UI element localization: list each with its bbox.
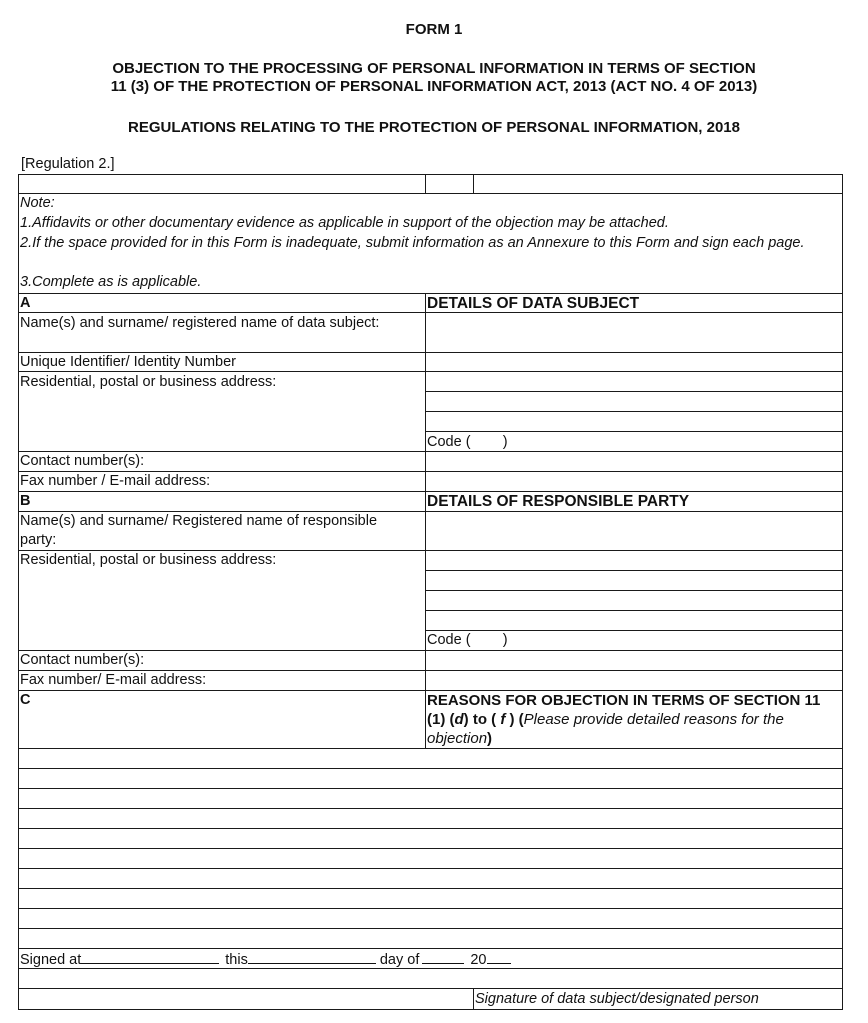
- section-c-heading-part-1: REASONS FOR OBJECTION IN TERMS OF SECTION 11 (1) (: [427, 692, 821, 728]
- year-prefix: 20: [470, 952, 487, 968]
- section-a-letter: A: [20, 295, 31, 311]
- form-title-line-2: 11 (3) OF THE PROTECTION OF PERSONAL INFORMATION ACT, 2013 (ACT NO. 4 OF 2013): [110, 78, 758, 95]
- form-number: FORM 1: [405, 21, 463, 38]
- responsible-party-code-label: Code ( ): [427, 632, 508, 648]
- form-title-line-1: OBJECTION TO THE PROCESSING OF PERSONAL INFORMATION IN TERMS OF SECTION: [112, 60, 756, 77]
- year-blank: [487, 949, 511, 964]
- signature-caption: Signature of data subject/designated person: [475, 991, 759, 1007]
- responsible-party-name-label: Name(s) and surname/ Registered name of responsible party:: [20, 513, 378, 548]
- note-label: Note:: [20, 195, 55, 211]
- section-a-heading: DETAILS OF DATA SUBJECT: [427, 295, 640, 312]
- this-label: this: [225, 952, 248, 968]
- responsible-party-fax-label: Fax number/ E-mail address:: [20, 672, 207, 688]
- section-c-heading-f: f: [500, 711, 506, 728]
- section-c-letter: C: [20, 692, 31, 708]
- note-item-1: 1.Affidavits or other documentary evidence as applicable in support of the objection may be attached.: [20, 215, 669, 231]
- data-subject-fax-label: Fax number / E-mail address:: [20, 473, 211, 489]
- data-subject-contact-label: Contact number(s):: [20, 453, 145, 469]
- section-c-heading-part-2: ) to (: [463, 711, 501, 728]
- responsible-party-contact-label: Contact number(s):: [20, 652, 145, 668]
- data-subject-name-label: Name(s) and surname/ registered name of data subject:: [20, 315, 380, 331]
- signed-at-label: Signed at: [20, 952, 82, 968]
- data-subject-address-label: Residential, postal or business address:: [20, 374, 277, 390]
- section-c-heading: [427, 691, 839, 748]
- day-of-label: day of: [379, 952, 420, 968]
- regulation-reference: [Regulation 2.]: [21, 156, 115, 172]
- form-title: [0, 60, 868, 96]
- note-item-2: 2.If the space provided for in this Form is inadequate, submit information as an Annexure to this Form and sign each page.: [20, 235, 805, 251]
- responsible-party-address-label: Residential, postal or business address:: [20, 552, 277, 568]
- section-c-heading-part-4: ): [487, 730, 493, 747]
- day-blank: [422, 949, 464, 964]
- section-c-heading-instruction: Please provide detailed reasons for the objection: [427, 711, 784, 747]
- section-c-heading-part-3: ) (: [505, 711, 524, 728]
- note-item-3: 3.Complete as is applicable.: [20, 274, 202, 290]
- signed-at-blank: [81, 949, 219, 964]
- regulations-title: REGULATIONS RELATING TO THE PROTECTION OF PERSONAL INFORMATION, 2018: [128, 119, 740, 136]
- this-blank: [248, 949, 376, 964]
- data-subject-code-label: Code ( ): [427, 434, 508, 450]
- data-subject-id-label: Unique Identifier/ Identity Number: [20, 354, 236, 370]
- signature-line: [20, 949, 511, 970]
- section-b-letter: B: [20, 493, 31, 509]
- section-c-heading-d: d: [454, 711, 464, 728]
- section-b-heading: DETAILS OF RESPONSIBLE PARTY: [427, 493, 690, 510]
